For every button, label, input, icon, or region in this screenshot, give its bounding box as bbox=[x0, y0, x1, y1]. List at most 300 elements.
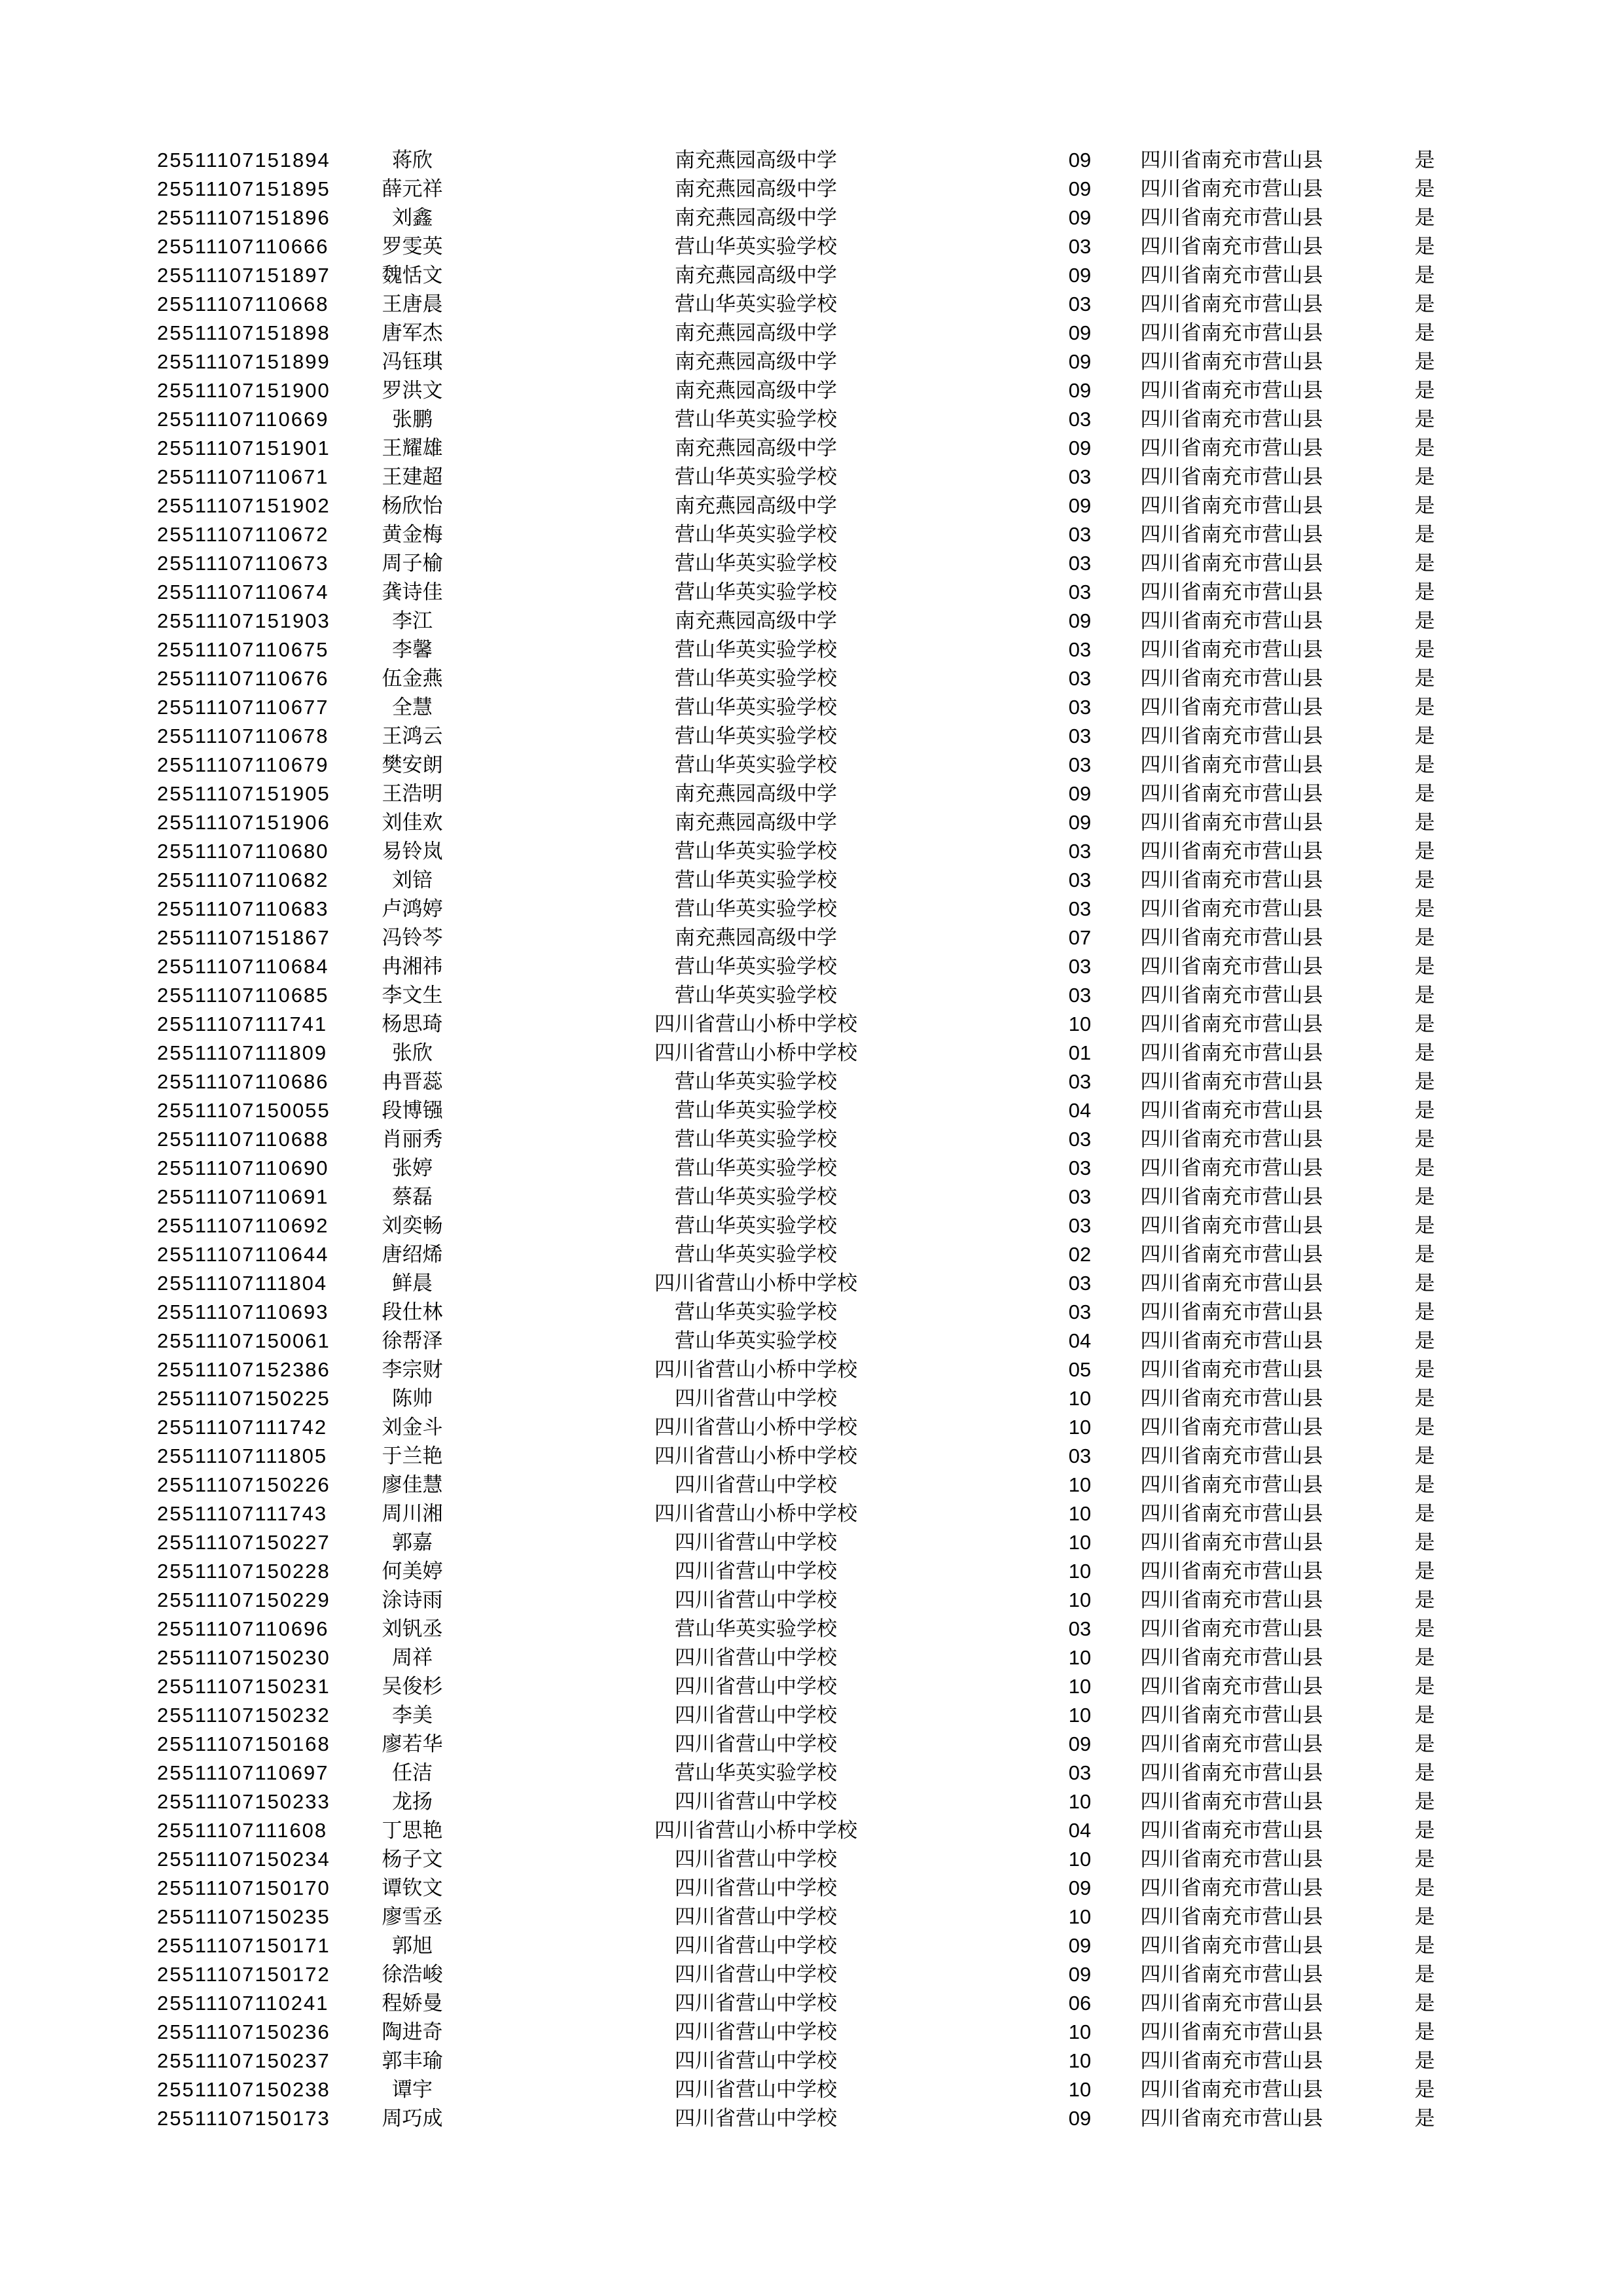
class-code-cell: 03 bbox=[1068, 1157, 1092, 1179]
class-code-cell: 10 bbox=[1068, 1848, 1092, 1871]
county-cell: 四川省南充市营山县 bbox=[1140, 1876, 1323, 1899]
table-row bbox=[0, 664, 1623, 693]
student-name-cell: 郭嘉 bbox=[392, 1531, 433, 1554]
school-name-cell: 营山华英实验学校 bbox=[675, 581, 837, 603]
candidate-id-cell: 25511107110693 bbox=[157, 1300, 329, 1323]
county-cell: 四川省南充市营山县 bbox=[1140, 926, 1323, 949]
candidate-id-cell: 25511107151867 bbox=[157, 926, 330, 949]
student-name-cell: 李宗财 bbox=[382, 1358, 443, 1381]
school-name-cell: 四川省营山小桥中学校 bbox=[654, 1041, 857, 1064]
table-row bbox=[0, 1211, 1623, 1240]
school-name-cell: 营山华英实验学校 bbox=[675, 725, 837, 747]
student-name-cell: 李馨 bbox=[392, 638, 433, 661]
county-cell: 四川省南充市营山县 bbox=[1140, 696, 1323, 719]
county-cell: 四川省南充市营山县 bbox=[1140, 1243, 1323, 1266]
class-code-cell: 09 bbox=[1068, 350, 1092, 373]
table-row bbox=[0, 1874, 1623, 1903]
county-cell: 四川省南充市营山县 bbox=[1140, 897, 1323, 920]
class-code-cell: 09 bbox=[1068, 437, 1092, 459]
county-cell: 四川省南充市营山县 bbox=[1140, 408, 1323, 431]
candidate-id-cell: 25511107150230 bbox=[157, 1646, 330, 1669]
class-code-cell: 03 bbox=[1068, 235, 1092, 258]
table-row bbox=[0, 2075, 1623, 2104]
county-cell: 四川省南充市营山县 bbox=[1140, 1329, 1323, 1352]
table-row bbox=[0, 1787, 1623, 1816]
student-name-cell: 王耀雄 bbox=[382, 437, 443, 459]
school-name-cell: 营山华英实验学校 bbox=[675, 1099, 837, 1122]
class-code-cell: 03 bbox=[1068, 408, 1092, 431]
confirm-flag-cell: 是 bbox=[1414, 1761, 1435, 1784]
candidate-id-cell: 25511107110676 bbox=[157, 667, 329, 690]
confirm-flag-cell: 是 bbox=[1414, 1099, 1435, 1122]
county-cell: 四川省南充市营山县 bbox=[1140, 552, 1323, 575]
student-name-cell: 罗雯英 bbox=[382, 235, 443, 258]
class-code-cell: 03 bbox=[1068, 1272, 1092, 1295]
confirm-flag-cell: 是 bbox=[1414, 1444, 1435, 1467]
confirm-flag-cell: 是 bbox=[1414, 235, 1435, 258]
candidate-id-cell: 25511107150225 bbox=[157, 1387, 330, 1410]
student-name-cell: 罗洪文 bbox=[382, 379, 443, 402]
class-code-cell: 09 bbox=[1068, 1963, 1092, 1986]
county-cell: 四川省南充市营山县 bbox=[1140, 350, 1323, 373]
school-name-cell: 南充燕园高级中学 bbox=[675, 811, 837, 834]
table-row bbox=[0, 1816, 1623, 1845]
table-row bbox=[0, 1845, 1623, 1874]
confirm-flag-cell: 是 bbox=[1414, 1560, 1435, 1583]
table-row bbox=[0, 1413, 1623, 1442]
table-row bbox=[0, 1039, 1623, 1067]
confirm-flag-cell: 是 bbox=[1414, 1876, 1435, 1899]
school-name-cell: 营山华英实验学校 bbox=[675, 552, 837, 575]
candidate-id-cell: 25511107151903 bbox=[157, 609, 330, 632]
document-page bbox=[0, 146, 1623, 2133]
school-name-cell: 四川省营山小桥中学校 bbox=[654, 1444, 857, 1467]
class-code-cell: 10 bbox=[1068, 1588, 1092, 1611]
class-code-cell: 10 bbox=[1068, 1502, 1092, 1525]
school-name-cell: 四川省营山中学校 bbox=[675, 2078, 837, 2101]
candidate-id-cell: 25511107110680 bbox=[157, 840, 329, 863]
table-row bbox=[0, 981, 1623, 1010]
confirm-flag-cell: 是 bbox=[1414, 609, 1435, 632]
student-name-cell: 刘金斗 bbox=[382, 1416, 443, 1439]
candidate-id-cell: 25511107150228 bbox=[157, 1560, 330, 1583]
class-code-cell: 03 bbox=[1068, 840, 1092, 863]
table-row bbox=[0, 434, 1623, 463]
class-code-cell: 03 bbox=[1068, 293, 1092, 315]
candidate-id-cell: 25511107150226 bbox=[157, 1473, 330, 1496]
student-name-cell: 于兰艳 bbox=[382, 1444, 443, 1467]
school-name-cell: 南充燕园高级中学 bbox=[675, 782, 837, 805]
class-code-cell: 04 bbox=[1068, 1099, 1092, 1122]
school-name-cell: 营山华英实验学校 bbox=[675, 1243, 837, 1266]
class-code-cell: 02 bbox=[1068, 1243, 1092, 1266]
confirm-flag-cell: 是 bbox=[1414, 1646, 1435, 1669]
table-row bbox=[0, 520, 1623, 549]
class-code-cell: 10 bbox=[1068, 1675, 1092, 1698]
table-row bbox=[0, 1355, 1623, 1384]
confirm-flag-cell: 是 bbox=[1414, 408, 1435, 431]
table-row bbox=[0, 1643, 1623, 1672]
candidate-id-cell: 25511107150238 bbox=[157, 2078, 330, 2101]
student-name-cell: 刘锫 bbox=[392, 869, 433, 891]
county-cell: 四川省南充市营山县 bbox=[1140, 2078, 1323, 2101]
table-row bbox=[0, 578, 1623, 607]
confirm-flag-cell: 是 bbox=[1414, 264, 1435, 287]
county-cell: 四川省南充市营山县 bbox=[1140, 235, 1323, 258]
county-cell: 四川省南充市营山县 bbox=[1140, 581, 1323, 603]
candidate-id-cell: 25511107110673 bbox=[157, 552, 329, 575]
county-cell: 四川省南充市营山县 bbox=[1140, 984, 1323, 1007]
candidate-id-cell: 25511107110672 bbox=[157, 523, 329, 546]
class-code-cell: 09 bbox=[1068, 811, 1092, 834]
class-code-cell: 09 bbox=[1068, 177, 1092, 200]
confirm-flag-cell: 是 bbox=[1414, 1157, 1435, 1179]
school-name-cell: 营山华英实验学校 bbox=[675, 840, 837, 863]
table-row bbox=[0, 1989, 1623, 2018]
school-name-cell: 四川省营山中学校 bbox=[675, 1790, 837, 1813]
county-cell: 四川省南充市营山县 bbox=[1140, 1157, 1323, 1179]
class-code-cell: 09 bbox=[1068, 1732, 1092, 1755]
class-code-cell: 03 bbox=[1068, 638, 1092, 661]
county-cell: 四川省南充市营山县 bbox=[1140, 494, 1323, 517]
confirm-flag-cell: 是 bbox=[1414, 725, 1435, 747]
candidate-id-cell: 25511107152386 bbox=[157, 1358, 330, 1381]
school-name-cell: 南充燕园高级中学 bbox=[675, 206, 837, 229]
candidate-id-cell: 25511107110697 bbox=[157, 1761, 329, 1784]
student-name-cell: 周祥 bbox=[392, 1646, 433, 1669]
confirm-flag-cell: 是 bbox=[1414, 379, 1435, 402]
confirm-flag-cell: 是 bbox=[1414, 1416, 1435, 1439]
class-code-cell: 01 bbox=[1068, 1041, 1092, 1064]
school-name-cell: 四川省营山中学校 bbox=[675, 1992, 837, 2015]
confirm-flag-cell: 是 bbox=[1414, 293, 1435, 315]
school-name-cell: 营山华英实验学校 bbox=[675, 465, 837, 488]
school-name-cell: 四川省营山中学校 bbox=[675, 2020, 837, 2043]
student-name-cell: 王鸿云 bbox=[382, 725, 443, 747]
class-code-cell: 03 bbox=[1068, 984, 1092, 1007]
candidate-id-cell: 25511107111743 bbox=[157, 1502, 328, 1525]
school-name-cell: 南充燕园高级中学 bbox=[675, 379, 837, 402]
table-row bbox=[0, 866, 1623, 895]
student-name-cell: 龚诗佳 bbox=[382, 581, 443, 603]
student-name-cell: 唐绍烯 bbox=[382, 1243, 443, 1266]
candidate-id-cell: 25511107111741 bbox=[157, 1013, 328, 1035]
class-code-cell: 03 bbox=[1068, 465, 1092, 488]
confirm-flag-cell: 是 bbox=[1414, 1531, 1435, 1554]
student-name-cell: 任洁 bbox=[392, 1761, 433, 1784]
county-cell: 四川省南充市营山县 bbox=[1140, 2020, 1323, 2043]
school-name-cell: 四川省营山中学校 bbox=[675, 2107, 837, 2130]
student-name-cell: 全慧 bbox=[392, 696, 433, 719]
county-cell: 四川省南充市营山县 bbox=[1140, 725, 1323, 747]
county-cell: 四川省南充市营山县 bbox=[1140, 2107, 1323, 2130]
candidate-id-cell: 25511107150231 bbox=[157, 1675, 330, 1698]
candidate-id-cell: 25511107110691 bbox=[157, 1185, 329, 1208]
table-row bbox=[0, 1931, 1623, 1960]
student-name-cell: 冯钰琪 bbox=[382, 350, 443, 373]
candidate-id-cell: 25511107110686 bbox=[157, 1070, 329, 1093]
confirm-flag-cell: 是 bbox=[1414, 552, 1435, 575]
table-row bbox=[0, 146, 1623, 175]
candidate-id-cell: 25511107151906 bbox=[157, 811, 330, 834]
county-cell: 四川省南充市营山县 bbox=[1140, 609, 1323, 632]
student-name-cell: 李文生 bbox=[382, 984, 443, 1007]
class-code-cell: 10 bbox=[1068, 1387, 1092, 1410]
student-name-cell: 刘佳欢 bbox=[382, 811, 443, 834]
school-name-cell: 营山华英实验学校 bbox=[675, 408, 837, 431]
table-row bbox=[0, 1960, 1623, 1989]
candidate-id-cell: 25511107150234 bbox=[157, 1848, 330, 1871]
class-code-cell: 10 bbox=[1068, 1790, 1092, 1813]
candidate-id-cell: 25511107150236 bbox=[157, 2020, 330, 2043]
class-code-cell: 09 bbox=[1068, 379, 1092, 402]
confirm-flag-cell: 是 bbox=[1414, 1387, 1435, 1410]
class-code-cell: 03 bbox=[1068, 1300, 1092, 1323]
class-code-cell: 03 bbox=[1068, 552, 1092, 575]
county-cell: 四川省南充市营山县 bbox=[1140, 1963, 1323, 1986]
candidate-id-cell: 25511107151905 bbox=[157, 782, 330, 805]
school-name-cell: 四川省营山中学校 bbox=[675, 1732, 837, 1755]
county-cell: 四川省南充市营山县 bbox=[1140, 1675, 1323, 1698]
school-name-cell: 营山华英实验学校 bbox=[675, 696, 837, 719]
table-row bbox=[0, 492, 1623, 520]
student-name-cell: 段仕林 bbox=[382, 1300, 443, 1323]
candidate-id-cell: 25511107110683 bbox=[157, 897, 329, 920]
county-cell: 四川省南充市营山县 bbox=[1140, 1560, 1323, 1583]
county-cell: 四川省南充市营山县 bbox=[1140, 1646, 1323, 1669]
county-cell: 四川省南充市营山县 bbox=[1140, 1387, 1323, 1410]
school-name-cell: 南充燕园高级中学 bbox=[675, 149, 837, 171]
candidate-id-cell: 25511107110644 bbox=[157, 1243, 329, 1266]
candidate-id-cell: 25511107110671 bbox=[157, 465, 329, 488]
table-row bbox=[0, 463, 1623, 492]
candidate-id-cell: 25511107110688 bbox=[157, 1128, 329, 1151]
confirm-flag-cell: 是 bbox=[1414, 926, 1435, 949]
class-code-cell: 03 bbox=[1068, 696, 1092, 719]
student-name-cell: 陶进奇 bbox=[382, 2020, 443, 2043]
student-name-cell: 杨欣怡 bbox=[382, 494, 443, 517]
table-row bbox=[0, 1557, 1623, 1586]
table-row bbox=[0, 1672, 1623, 1701]
county-cell: 四川省南充市营山县 bbox=[1140, 321, 1323, 344]
school-name-cell: 南充燕园高级中学 bbox=[675, 437, 837, 459]
candidate-id-cell: 25511107111809 bbox=[157, 1041, 328, 1064]
candidate-id-cell: 25511107150055 bbox=[157, 1099, 330, 1122]
table-row bbox=[0, 1240, 1623, 1269]
confirm-flag-cell: 是 bbox=[1414, 2049, 1435, 2072]
school-name-cell: 南充燕园高级中学 bbox=[675, 321, 837, 344]
student-name-cell: 陈帅 bbox=[392, 1387, 433, 1410]
candidate-id-cell: 25511107151898 bbox=[157, 321, 330, 344]
county-cell: 四川省南充市营山县 bbox=[1140, 293, 1323, 315]
student-name-cell: 吴俊杉 bbox=[382, 1675, 443, 1698]
school-name-cell: 营山华英实验学校 bbox=[675, 1617, 837, 1640]
table-row bbox=[0, 1701, 1623, 1730]
county-cell: 四川省南充市营山县 bbox=[1140, 1617, 1323, 1640]
candidate-id-cell: 25511107110677 bbox=[157, 696, 329, 719]
school-name-cell: 四川省营山中学校 bbox=[675, 1560, 837, 1583]
candidate-id-cell: 25511107110682 bbox=[157, 869, 329, 891]
school-name-cell: 营山华英实验学校 bbox=[675, 1128, 837, 1151]
confirm-flag-cell: 是 bbox=[1414, 1272, 1435, 1295]
class-code-cell: 03 bbox=[1068, 897, 1092, 920]
table-row bbox=[0, 1586, 1623, 1615]
candidate-id-cell: 25511107111742 bbox=[157, 1416, 328, 1439]
school-name-cell: 四川省营山中学校 bbox=[675, 1848, 837, 1871]
table-row bbox=[0, 1096, 1623, 1125]
county-cell: 四川省南充市营山县 bbox=[1140, 1848, 1323, 1871]
confirm-flag-cell: 是 bbox=[1414, 696, 1435, 719]
school-name-cell: 营山华英实验学校 bbox=[675, 1329, 837, 1352]
confirm-flag-cell: 是 bbox=[1414, 1214, 1435, 1237]
table-row bbox=[0, 1327, 1623, 1355]
candidate-id-cell: 25511107150237 bbox=[157, 2049, 330, 2072]
confirm-flag-cell: 是 bbox=[1414, 1502, 1435, 1525]
class-code-cell: 09 bbox=[1068, 494, 1092, 517]
candidate-id-cell: 25511107150168 bbox=[157, 1732, 330, 1755]
student-name-cell: 杨思琦 bbox=[382, 1013, 443, 1035]
county-cell: 四川省南充市营山县 bbox=[1140, 1300, 1323, 1323]
confirm-flag-cell: 是 bbox=[1414, 494, 1435, 517]
class-code-cell: 06 bbox=[1068, 1992, 1092, 2015]
county-cell: 四川省南充市营山县 bbox=[1140, 1185, 1323, 1208]
student-name-cell: 廖佳慧 bbox=[382, 1473, 443, 1496]
school-name-cell: 四川省营山小桥中学校 bbox=[654, 1502, 857, 1525]
county-cell: 四川省南充市营山县 bbox=[1140, 2049, 1323, 2072]
student-name-cell: 徐帮泽 bbox=[382, 1329, 443, 1352]
school-name-cell: 营山华英实验学校 bbox=[675, 1185, 837, 1208]
class-code-cell: 09 bbox=[1068, 1876, 1092, 1899]
table-row bbox=[0, 924, 1623, 952]
table-row bbox=[0, 204, 1623, 232]
county-cell: 四川省南充市营山县 bbox=[1140, 811, 1323, 834]
table-row bbox=[0, 780, 1623, 808]
candidate-id-cell: 25511107110669 bbox=[157, 408, 329, 431]
candidate-id-cell: 25511107151894 bbox=[157, 149, 330, 171]
student-name-cell: 肖丽秀 bbox=[382, 1128, 443, 1151]
student-name-cell: 刘奕畅 bbox=[382, 1214, 443, 1237]
table-row bbox=[0, 1528, 1623, 1557]
class-code-cell: 03 bbox=[1068, 725, 1092, 747]
student-name-cell: 徐浩峻 bbox=[382, 1963, 443, 1986]
school-name-cell: 营山华英实验学校 bbox=[675, 1761, 837, 1784]
class-code-cell: 10 bbox=[1068, 1704, 1092, 1727]
school-name-cell: 四川省营山中学校 bbox=[675, 1531, 837, 1554]
table-row bbox=[0, 376, 1623, 405]
table-row bbox=[0, 1384, 1623, 1413]
class-code-cell: 04 bbox=[1068, 1819, 1092, 1842]
school-name-cell: 四川省营山小桥中学校 bbox=[654, 1819, 857, 1842]
class-code-cell: 03 bbox=[1068, 667, 1092, 690]
confirm-flag-cell: 是 bbox=[1414, 1013, 1435, 1035]
table-row bbox=[0, 1067, 1623, 1096]
class-code-cell: 10 bbox=[1068, 2078, 1092, 2101]
county-cell: 四川省南充市营山县 bbox=[1140, 782, 1323, 805]
county-cell: 四川省南充市营山县 bbox=[1140, 638, 1323, 661]
student-name-cell: 周川湘 bbox=[382, 1502, 443, 1525]
table-row bbox=[0, 1730, 1623, 1759]
school-name-cell: 四川省营山小桥中学校 bbox=[654, 1358, 857, 1381]
school-name-cell: 四川省营山中学校 bbox=[675, 1588, 837, 1611]
school-name-cell: 四川省营山中学校 bbox=[675, 2049, 837, 2072]
student-name-cell: 王唐晨 bbox=[382, 293, 443, 315]
confirm-flag-cell: 是 bbox=[1414, 1300, 1435, 1323]
student-name-cell: 刘钒丞 bbox=[382, 1617, 443, 1640]
class-code-cell: 03 bbox=[1068, 1070, 1092, 1093]
confirm-flag-cell: 是 bbox=[1414, 350, 1435, 373]
school-name-cell: 南充燕园高级中学 bbox=[675, 494, 837, 517]
table-row bbox=[0, 607, 1623, 636]
candidate-id-cell: 25511107111804 bbox=[157, 1272, 328, 1295]
class-code-cell: 03 bbox=[1068, 1214, 1092, 1237]
county-cell: 四川省南充市营山县 bbox=[1140, 379, 1323, 402]
class-code-cell: 03 bbox=[1068, 869, 1092, 891]
candidate-id-cell: 25511107151895 bbox=[157, 177, 330, 200]
student-name-cell: 魏恬文 bbox=[382, 264, 443, 287]
class-code-cell: 09 bbox=[1068, 149, 1092, 171]
confirm-flag-cell: 是 bbox=[1414, 1358, 1435, 1381]
candidate-id-cell: 25511107110666 bbox=[157, 235, 329, 258]
confirm-flag-cell: 是 bbox=[1414, 1588, 1435, 1611]
county-cell: 四川省南充市营山县 bbox=[1140, 264, 1323, 287]
candidate-id-cell: 25511107150229 bbox=[157, 1588, 330, 1611]
class-code-cell: 10 bbox=[1068, 1560, 1092, 1583]
county-cell: 四川省南充市营山县 bbox=[1140, 1358, 1323, 1381]
candidate-id-cell: 25511107110674 bbox=[157, 581, 329, 603]
school-name-cell: 四川省营山中学校 bbox=[675, 1473, 837, 1496]
confirm-flag-cell: 是 bbox=[1414, 1732, 1435, 1755]
student-name-cell: 易铃岚 bbox=[382, 840, 443, 863]
student-name-cell: 蔡磊 bbox=[392, 1185, 433, 1208]
confirm-flag-cell: 是 bbox=[1414, 1905, 1435, 1928]
candidate-id-cell: 25511107110668 bbox=[157, 293, 329, 315]
candidate-id-cell: 25511107111805 bbox=[157, 1444, 328, 1467]
student-name-cell: 郭丰瑜 bbox=[382, 2049, 443, 2072]
table-row bbox=[0, 1269, 1623, 1298]
school-name-cell: 四川省营山中学校 bbox=[675, 1387, 837, 1410]
county-cell: 四川省南充市营山县 bbox=[1140, 753, 1323, 776]
school-name-cell: 南充燕园高级中学 bbox=[675, 177, 837, 200]
county-cell: 四川省南充市营山县 bbox=[1140, 1790, 1323, 1813]
student-name-cell: 郭旭 bbox=[392, 1934, 433, 1957]
candidate-id-cell: 25511107150232 bbox=[157, 1704, 330, 1727]
student-name-cell: 卢鸿婷 bbox=[382, 897, 443, 920]
school-name-cell: 营山华英实验学校 bbox=[675, 235, 837, 258]
class-code-cell: 09 bbox=[1068, 1934, 1092, 1957]
class-code-cell: 07 bbox=[1068, 926, 1092, 949]
student-name-cell: 周子榆 bbox=[382, 552, 443, 575]
table-row bbox=[0, 2018, 1623, 2047]
student-name-cell: 唐军杰 bbox=[382, 321, 443, 344]
school-name-cell: 营山华英实验学校 bbox=[675, 667, 837, 690]
school-name-cell: 四川省营山中学校 bbox=[675, 1905, 837, 1928]
student-name-cell: 黄金梅 bbox=[382, 523, 443, 546]
class-code-cell: 10 bbox=[1068, 1013, 1092, 1035]
student-name-cell: 张婷 bbox=[392, 1157, 433, 1179]
confirm-flag-cell: 是 bbox=[1414, 465, 1435, 488]
student-name-cell: 薛元祥 bbox=[382, 177, 443, 200]
county-cell: 四川省南充市营山县 bbox=[1140, 177, 1323, 200]
table-row bbox=[0, 1125, 1623, 1154]
school-name-cell: 营山华英实验学校 bbox=[675, 1070, 837, 1093]
candidate-id-cell: 25511107110679 bbox=[157, 753, 329, 776]
table-row bbox=[0, 348, 1623, 376]
candidate-id-cell: 25511107110685 bbox=[157, 984, 329, 1007]
candidate-id-cell: 25511107111608 bbox=[157, 1819, 328, 1842]
candidate-id-cell: 25511107110684 bbox=[157, 955, 329, 978]
school-name-cell: 四川省营山中学校 bbox=[675, 1934, 837, 1957]
student-name-cell: 廖若华 bbox=[382, 1732, 443, 1755]
